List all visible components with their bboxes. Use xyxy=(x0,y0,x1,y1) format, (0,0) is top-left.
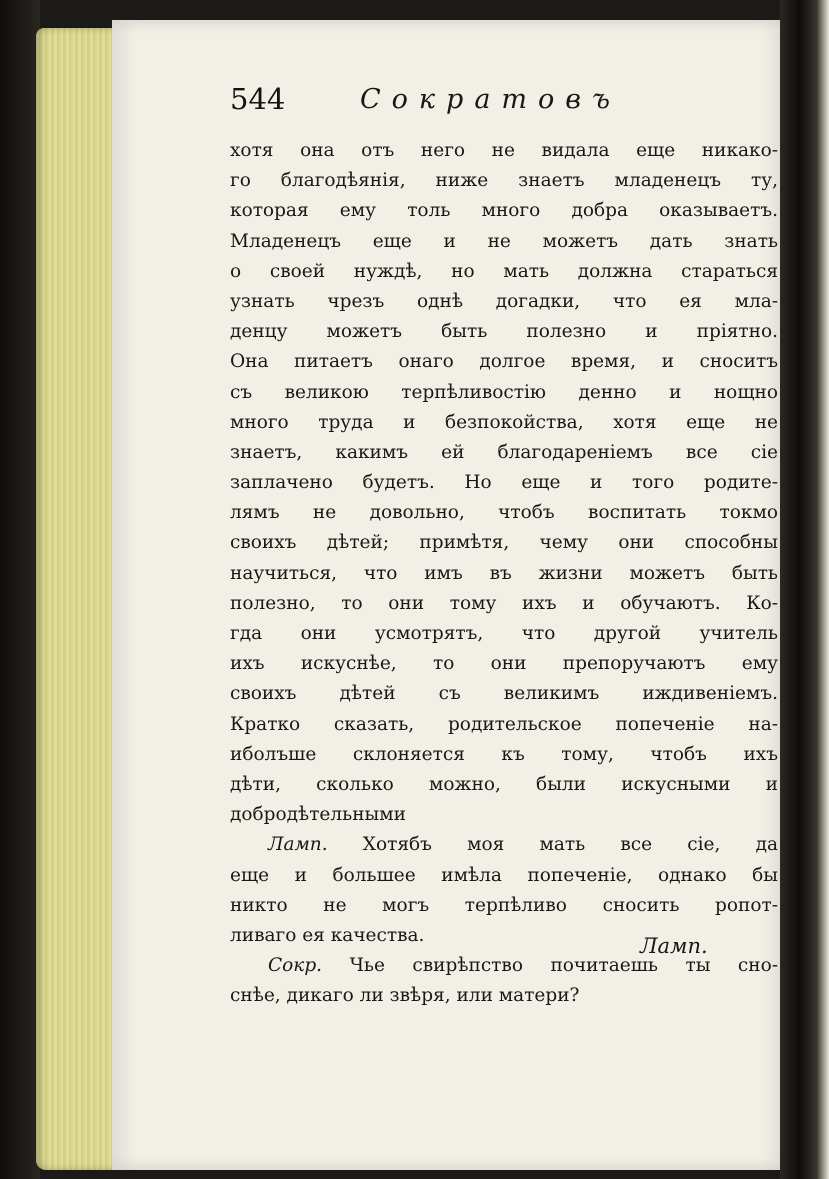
line-text: которая ему толь много добра оказываетъ. xyxy=(230,200,778,222)
line-text: о своей нуждѣ, но мать должна стараться xyxy=(230,260,778,282)
text-line xyxy=(230,770,778,800)
page-number: 544 xyxy=(230,82,286,116)
speaker-label: Ламп. xyxy=(268,834,328,856)
text-line xyxy=(230,619,778,649)
body-text xyxy=(230,136,778,1011)
line-text: денцу можетъ быть полезно и пріятно. xyxy=(230,321,778,343)
text-line xyxy=(230,347,778,377)
background-left xyxy=(0,0,40,1179)
line-text: снѣе, дикаго ли звѣря, или матери? xyxy=(230,985,580,1007)
text-line xyxy=(230,589,778,619)
text-line xyxy=(230,257,778,287)
line-text: никто не могъ терпѣливо сносить ропот- xyxy=(230,894,778,916)
line-text: научиться, что имъ въ жизни можетъ быть xyxy=(230,562,778,584)
line-text: много труда и безпокойства, хотя еще не xyxy=(230,411,778,433)
line-text: Чье свирѣпство почитаешь ты сно- xyxy=(322,955,778,977)
speaker-label: Сокр. xyxy=(268,955,323,977)
text-line xyxy=(230,317,778,347)
page-header xyxy=(230,82,650,126)
line-text: знаетъ, какимъ ей благодареніемъ все сіе xyxy=(230,441,778,463)
line-text: заплачено будетъ. Но еще и того родите- xyxy=(230,472,778,494)
text-line xyxy=(230,136,778,166)
line-text: ихъ искуснѣе, то они препоручаютъ ему xyxy=(230,653,778,675)
line-text: Хотябъ моя мать все сіе, да xyxy=(327,834,778,856)
text-line xyxy=(230,166,778,196)
text-line xyxy=(230,498,778,528)
text-line xyxy=(230,710,778,740)
line-text: гда они усмотрятъ, что другой учитель xyxy=(230,623,778,644)
line-text: полезно, то они тому ихъ и обучаютъ. Ко- xyxy=(230,592,778,614)
text-line xyxy=(230,287,778,317)
text-line xyxy=(230,528,778,558)
text-line xyxy=(230,378,778,408)
running-head: Сократовъ xyxy=(360,84,621,115)
text-line xyxy=(230,559,778,589)
text-line xyxy=(230,861,778,891)
text-line xyxy=(230,800,778,830)
line-text: добродѣтельными xyxy=(230,804,406,826)
text-line xyxy=(230,196,778,226)
line-text: Она питаетъ онаго долгое время, и сноситъ xyxy=(230,351,778,373)
text-line xyxy=(230,891,778,921)
gutter xyxy=(780,0,829,1179)
line-text: ливаго ея качества. xyxy=(230,924,425,946)
line-text: лямъ не довольно, чтобъ воспитать токмо xyxy=(230,502,778,524)
text-line xyxy=(230,227,778,257)
line-text: узнать чрезъ однѣ догадки, что ея мла- xyxy=(230,290,778,312)
line-text: хотя она отъ него не видала еще никако- xyxy=(230,140,778,161)
text-line xyxy=(230,830,778,860)
text-line xyxy=(230,438,778,468)
text-line xyxy=(230,649,778,679)
line-text: еще и большее имѣла попеченіе, однако бы xyxy=(230,864,778,886)
text-line xyxy=(230,740,778,770)
line-text: иболъше склоняется къ тому, чтобъ ихъ xyxy=(230,743,778,765)
text-line xyxy=(230,981,778,1011)
line-text: дѣти, сколько можно, были искусными и xyxy=(230,773,778,795)
line-text: своихъ дѣтей; примѣтя, чему они способны xyxy=(230,532,778,554)
text-line xyxy=(230,468,778,498)
text-line xyxy=(230,408,778,438)
catchword: Ламп. xyxy=(640,934,708,958)
text-line xyxy=(230,679,778,709)
line-text: Кратко сказать, родительское попеченіе на- xyxy=(230,713,778,735)
page-edges xyxy=(36,28,116,1170)
line-text: Младенецъ еще и не можетъ дать знать xyxy=(230,230,778,252)
line-text: го благодѣянія, ниже знаетъ младенецъ ту, xyxy=(230,170,778,192)
line-text: своихъ дѣтей съ великимъ иждивеніемъ. xyxy=(230,683,778,705)
line-text: съ великою терпѣливостію денно и нощно xyxy=(230,381,778,403)
